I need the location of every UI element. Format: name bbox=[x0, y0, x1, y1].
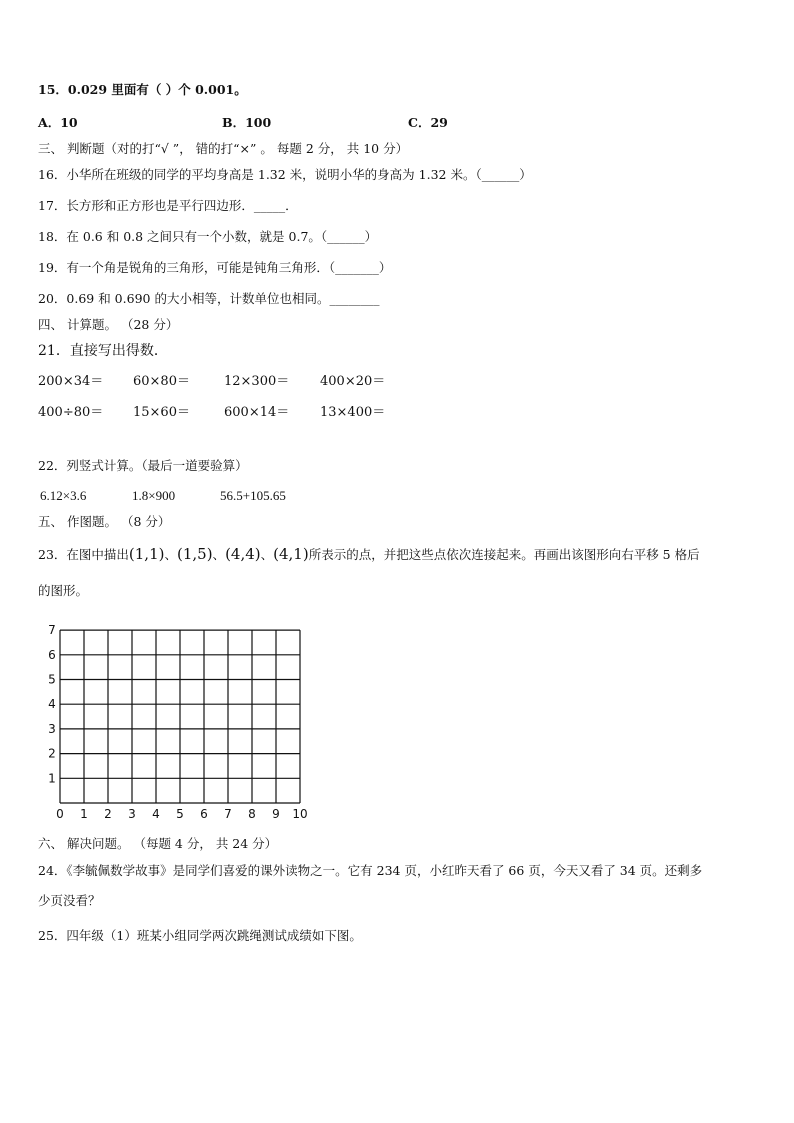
vertical-calc-item: 56.5+105.65 bbox=[220, 488, 286, 503]
q23-suffix: 所表示的点，并把这些点依次连接起来。再画出该图形向右平移 5 格后 bbox=[308, 547, 700, 562]
vertical-calc-item: 6.12×3.6 bbox=[40, 488, 87, 503]
question-23-line-1 bbox=[38, 546, 700, 563]
option-b: B．100 bbox=[222, 115, 272, 130]
option-a: A．10 bbox=[38, 115, 78, 130]
q23-prefix: 23．在图中描出 bbox=[38, 547, 129, 562]
x-axis-label: 3 bbox=[128, 807, 136, 821]
x-axis-label: 9 bbox=[272, 807, 280, 821]
calc-item: 400÷80＝ bbox=[38, 405, 104, 420]
y-axis-label: 3 bbox=[48, 721, 56, 736]
point-2: (1,5) bbox=[176, 545, 213, 563]
question-20: 20．0.69 和 0.690 的大小相等，计数单位也相同。________ bbox=[38, 291, 380, 306]
calc-item: 60×80＝ bbox=[133, 374, 190, 389]
vertical-calc-item: 1.8×900 bbox=[132, 488, 176, 503]
x-axis-label: 7 bbox=[224, 807, 232, 821]
x-axis-label: 6 bbox=[200, 807, 208, 821]
point-3: (4,4) bbox=[225, 545, 261, 563]
question-21-title: 21．直接写出得数． bbox=[38, 343, 168, 359]
x-axis-label: 0 bbox=[56, 807, 64, 821]
question-22-title: 22．列竖式计算。（最后一道要验算） bbox=[38, 458, 248, 473]
calc-item: 400×20＝ bbox=[320, 374, 386, 389]
coordinate-grid bbox=[40, 622, 310, 822]
y-axis-label: 4 bbox=[48, 697, 56, 712]
point-4: (4,1) bbox=[273, 545, 309, 563]
question-15-stem: 15．0.029 里面有（ ）个 0.001。 bbox=[38, 82, 247, 97]
x-axis-label: 5 bbox=[176, 807, 184, 821]
y-axis-label: 1 bbox=[48, 771, 56, 786]
question-17: 17．长方形和正方形也是平行四边形．_____． bbox=[38, 198, 298, 213]
calc-item: 15×60＝ bbox=[133, 405, 190, 420]
separator: 、 bbox=[212, 547, 226, 562]
separator: 、 bbox=[260, 547, 274, 562]
x-axis-label: 8 bbox=[248, 807, 256, 821]
question-24-line-2: 少页没看？ bbox=[38, 893, 101, 908]
option-c: C．29 bbox=[408, 115, 448, 130]
x-axis-label: 4 bbox=[152, 807, 160, 821]
x-axis-label: 2 bbox=[104, 807, 112, 821]
section-5-title: 五、 作图题。 （8 分） bbox=[38, 514, 171, 529]
y-axis-label: 6 bbox=[48, 647, 56, 662]
y-axis-label: 5 bbox=[48, 672, 56, 687]
question-16: 16．小华所在班级的同学的平均身高是 1.32 米，说明小华的身高为 1.32 米。（______） bbox=[38, 167, 532, 182]
point-1: (1,1) bbox=[128, 545, 165, 563]
calc-item: 13×400＝ bbox=[320, 405, 386, 420]
x-axis-label: 1 bbox=[80, 807, 88, 821]
y-axis-label: 7 bbox=[48, 623, 56, 638]
section-4-title: 四、 计算题。 （28 分） bbox=[38, 317, 179, 332]
section-6-title: 六、 解决问题。 （每题 4 分， 共 24 分） bbox=[38, 836, 278, 851]
y-axis-label: 2 bbox=[48, 746, 56, 761]
x-axis-label: 10 bbox=[292, 807, 308, 821]
question-18: 18．在 0.6 和 0.8 之间只有一个小数，就是 0.7。（______） bbox=[38, 229, 378, 244]
question-23-line-2: 的图形。 bbox=[38, 583, 89, 598]
question-25: 25．四年级（1）班某小组同学两次跳绳测试成绩如下图。 bbox=[38, 928, 362, 943]
question-19: 19．有一个角是锐角的三角形，可能是钝角三角形．（_______） bbox=[38, 260, 392, 275]
separator: 、 bbox=[164, 547, 177, 562]
calc-item: 12×300＝ bbox=[224, 374, 290, 389]
grid-svg bbox=[40, 622, 310, 822]
section-3-title: 三、 判断题（对的打“√ ”， 错的打“×” 。 每题 2 分， 共 10 分） bbox=[38, 141, 409, 156]
calc-item: 600×14＝ bbox=[224, 405, 290, 420]
calc-item: 200×34＝ bbox=[38, 374, 104, 389]
question-24-line-1: 24．《李毓佩数学故事》是同学们喜爱的课外读物之一。它有 234 页，小红昨天看了 66 页，今天又看了 34 页。还剩多 bbox=[38, 863, 703, 878]
